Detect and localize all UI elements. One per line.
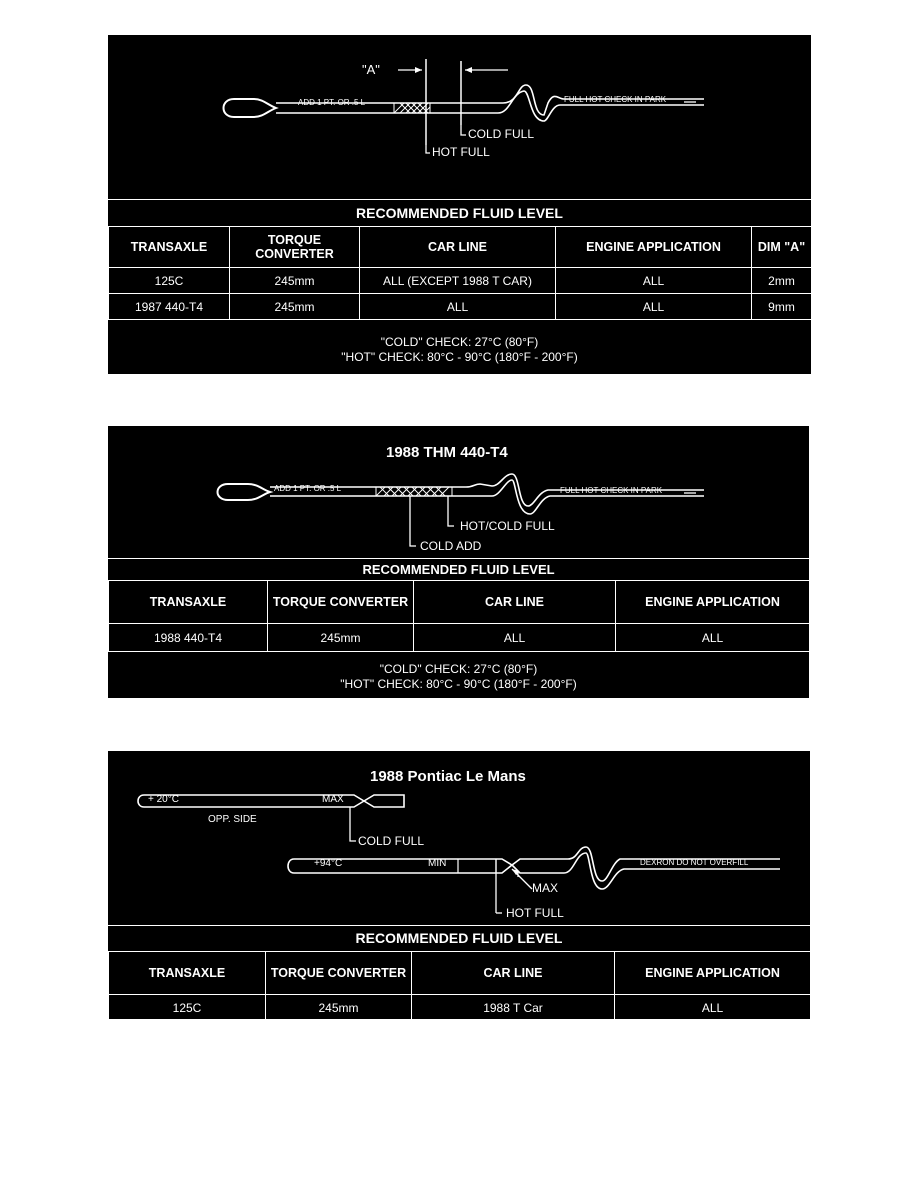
table-row [109, 268, 812, 294]
hot-check-note: "HOT" CHECK: 80°C - 90°C (180°F - 200°F) [341, 350, 578, 364]
fluid-level-table-1 [108, 226, 812, 320]
min-marking: MIN [428, 858, 447, 869]
dexron-marking: DEXRON DO NOT OVERFILL [640, 858, 749, 867]
cell-engine-application: ALL [556, 268, 752, 294]
full-hot-marking: FULL HOT CHECK IN PARK [564, 95, 667, 104]
cell-transaxle: 125C [109, 995, 266, 1021]
cell-engine-application: ALL [616, 624, 810, 652]
opp-side-label: OPP. SIDE [208, 814, 257, 825]
cold-full-label: COLD FULL [358, 834, 425, 848]
cell-engine-application: ALL [615, 995, 811, 1021]
hot-full-label: HOT FULL [432, 145, 490, 159]
fluid-level-panel-2 [106, 424, 811, 700]
fluid-level-table-2 [108, 580, 810, 652]
header-transaxle: TRANSAXLE [109, 952, 266, 995]
cold-full-label: COLD FULL [468, 127, 535, 141]
cell-torque-converter: 245mm [268, 624, 414, 652]
max-label: MAX [532, 881, 559, 895]
cell-transaxle: 1987 440-T4 [109, 294, 230, 320]
cell-dim-a: 2mm [752, 268, 812, 294]
cell-car-line: ALL (EXCEPT 1988 T CAR) [360, 268, 556, 294]
header-torque-converter: TORQUE CONVERTER [230, 227, 360, 268]
fluid-level-table-3 [108, 951, 811, 1021]
cell-transaxle: 125C [109, 268, 230, 294]
cell-torque-converter: 245mm [230, 268, 360, 294]
table-row [109, 995, 811, 1021]
header-torque-converter: TORQUE CONVERTER [266, 952, 412, 995]
header-engine-application: ENGINE APPLICATION [615, 952, 811, 995]
panel-title: 1988 THM 440-T4 [386, 444, 508, 461]
cell-torque-converter: 245mm [266, 995, 412, 1021]
table-header-row [109, 581, 810, 624]
header-engine-application: ENGINE APPLICATION [556, 227, 752, 268]
header-car-line: CAR LINE [412, 952, 615, 995]
full-hot-marking: FULL HOT CHECK IN PARK [560, 486, 663, 495]
header-transaxle: TRANSAXLE [109, 581, 268, 624]
check-notes [108, 662, 809, 692]
cell-dim-a: 9mm [752, 294, 812, 320]
cell-engine-application: ALL [556, 294, 752, 320]
table-title: RECOMMENDED FLUID LEVEL [108, 558, 809, 581]
hot-check-note: "HOT" CHECK: 80°C - 90°C (180°F - 200°F) [340, 677, 577, 691]
cell-car-line: ALL [414, 624, 616, 652]
dipstick-diagram-1 [108, 35, 811, 197]
table-title: RECOMMENDED FLUID LEVEL [108, 925, 810, 952]
fluid-level-panel-3 [106, 749, 812, 1021]
table-row [109, 294, 812, 320]
dim-a-label: "A" [362, 62, 380, 77]
cell-torque-converter: 245mm [230, 294, 360, 320]
cell-car-line: 1988 T Car [412, 995, 615, 1021]
fluid-level-panel-1 [106, 33, 813, 376]
dipstick-drawing-3 [108, 751, 810, 923]
header-car-line: CAR LINE [414, 581, 616, 624]
dipstick-diagram-2 [108, 426, 809, 558]
panel-title: 1988 Pontiac Le Mans [370, 768, 526, 785]
cell-car-line: ALL [360, 294, 556, 320]
header-torque-converter: TORQUE CONVERTER [268, 581, 414, 624]
cold-check-note: "COLD" CHECK: 27°C (80°F) [379, 662, 538, 676]
table-title: RECOMMENDED FLUID LEVEL [108, 199, 811, 227]
dipstick-diagram-3 [108, 751, 810, 923]
hot-full-label: HOT FULL [506, 906, 564, 920]
temp-20-marking: + 20°C [148, 794, 179, 805]
cell-transaxle: 1988 440-T4 [109, 624, 268, 652]
add-marking: ADD 1 PT. OR .5 L [298, 98, 366, 107]
table-header-row [109, 227, 812, 268]
check-notes [108, 335, 811, 365]
table-row [109, 624, 810, 652]
max-top-marking: MAX [322, 794, 344, 805]
add-marking: ADD 1 PT. OR .5 L [274, 484, 342, 493]
header-engine-application: ENGINE APPLICATION [616, 581, 810, 624]
hot-cold-full-label: HOT/COLD FULL [460, 519, 555, 533]
temp-94-marking: +94°C [314, 858, 343, 869]
header-transaxle: TRANSAXLE [109, 227, 230, 268]
cold-add-label: COLD ADD [420, 539, 482, 553]
dipstick-drawing-1 [108, 35, 811, 197]
header-car-line: CAR LINE [360, 227, 556, 268]
header-dim-a: DIM "A" [752, 227, 812, 268]
table-header-row [109, 952, 811, 995]
cold-check-note: "COLD" CHECK: 27°C (80°F) [380, 335, 539, 349]
